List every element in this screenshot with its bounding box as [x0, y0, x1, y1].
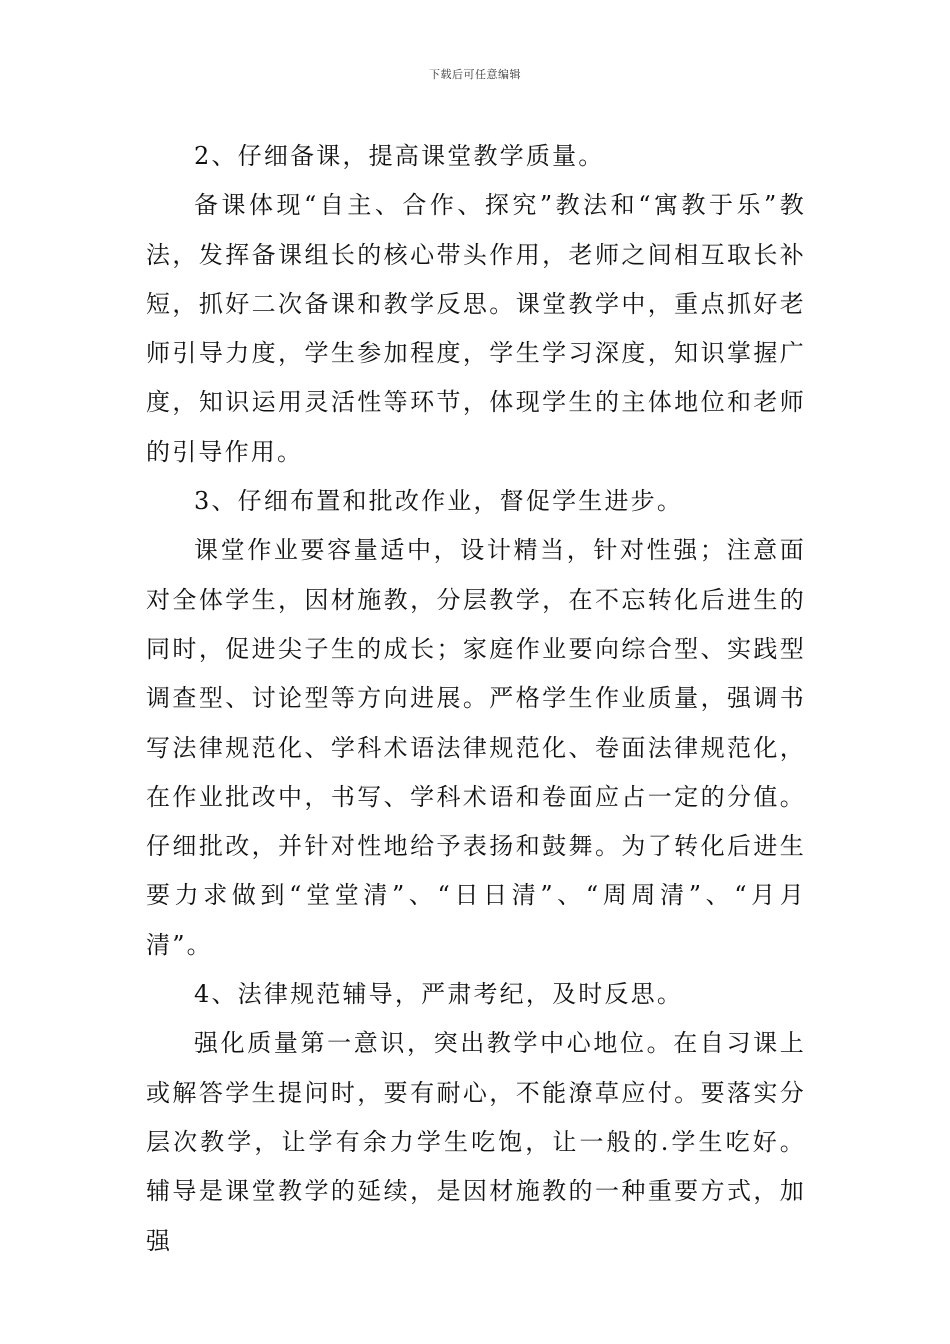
page-header: 下载后可任意编辑: [429, 68, 521, 81]
paragraph-tutoring: 强化质量第一意识，突出教学中心地位。在自习课上或解答学生提问时，要有耐心，不能潦草应付。要落实分层次教学，让学有余力学生吃饱，让一般的.学生吃好。辅导是课堂教学的延续，是因材施教的一种重要方式，加强: [146, 1029, 806, 1255]
document-body: [146, 132, 806, 1266]
section-heading-3: 3、仔细布置和批改作业，督促学生进步。: [194, 487, 684, 516]
section-heading-4: 4、法律规范辅导，严肃考纪，及时反思。: [194, 980, 684, 1009]
paragraph-homework: 课堂作业要容量适中，设计精当，针对性强；注意面对全体学生，因材施教，分层教学，在不忘转化后进生的同时，促进尖子生的成长；家庭作业要向综合型、实践型调查型、讨论型等方向进展。严格学生作业质量，强调书写法律规范化、学科术语法律规范化、卷面法律规范化，在作业批改中，书写、学科术语和卷面应占一定的分值。仔细批改，并针对性地给予表扬和鼓舞。为了转化后进生要力求做到“堂堂清”、“日日清”、“周周清”、“月月清”。: [146, 536, 806, 959]
paragraph-lesson-prep: 备课体现“自主、合作、探究”教法和“寓教于乐”教法，发挥备课组长的核心带头作用，老师之间相互取长补短，抓好二次备课和教学反思。课堂教学中，重点抓好老师引导力度，学生参加程度，学生学习深度，知识掌握广度，知识运用灵活性等环节，体现学生的主体地位和老师的引导作用。: [146, 191, 806, 466]
section-heading-2: 2、仔细备课，提高课堂教学质量。: [194, 142, 605, 170]
